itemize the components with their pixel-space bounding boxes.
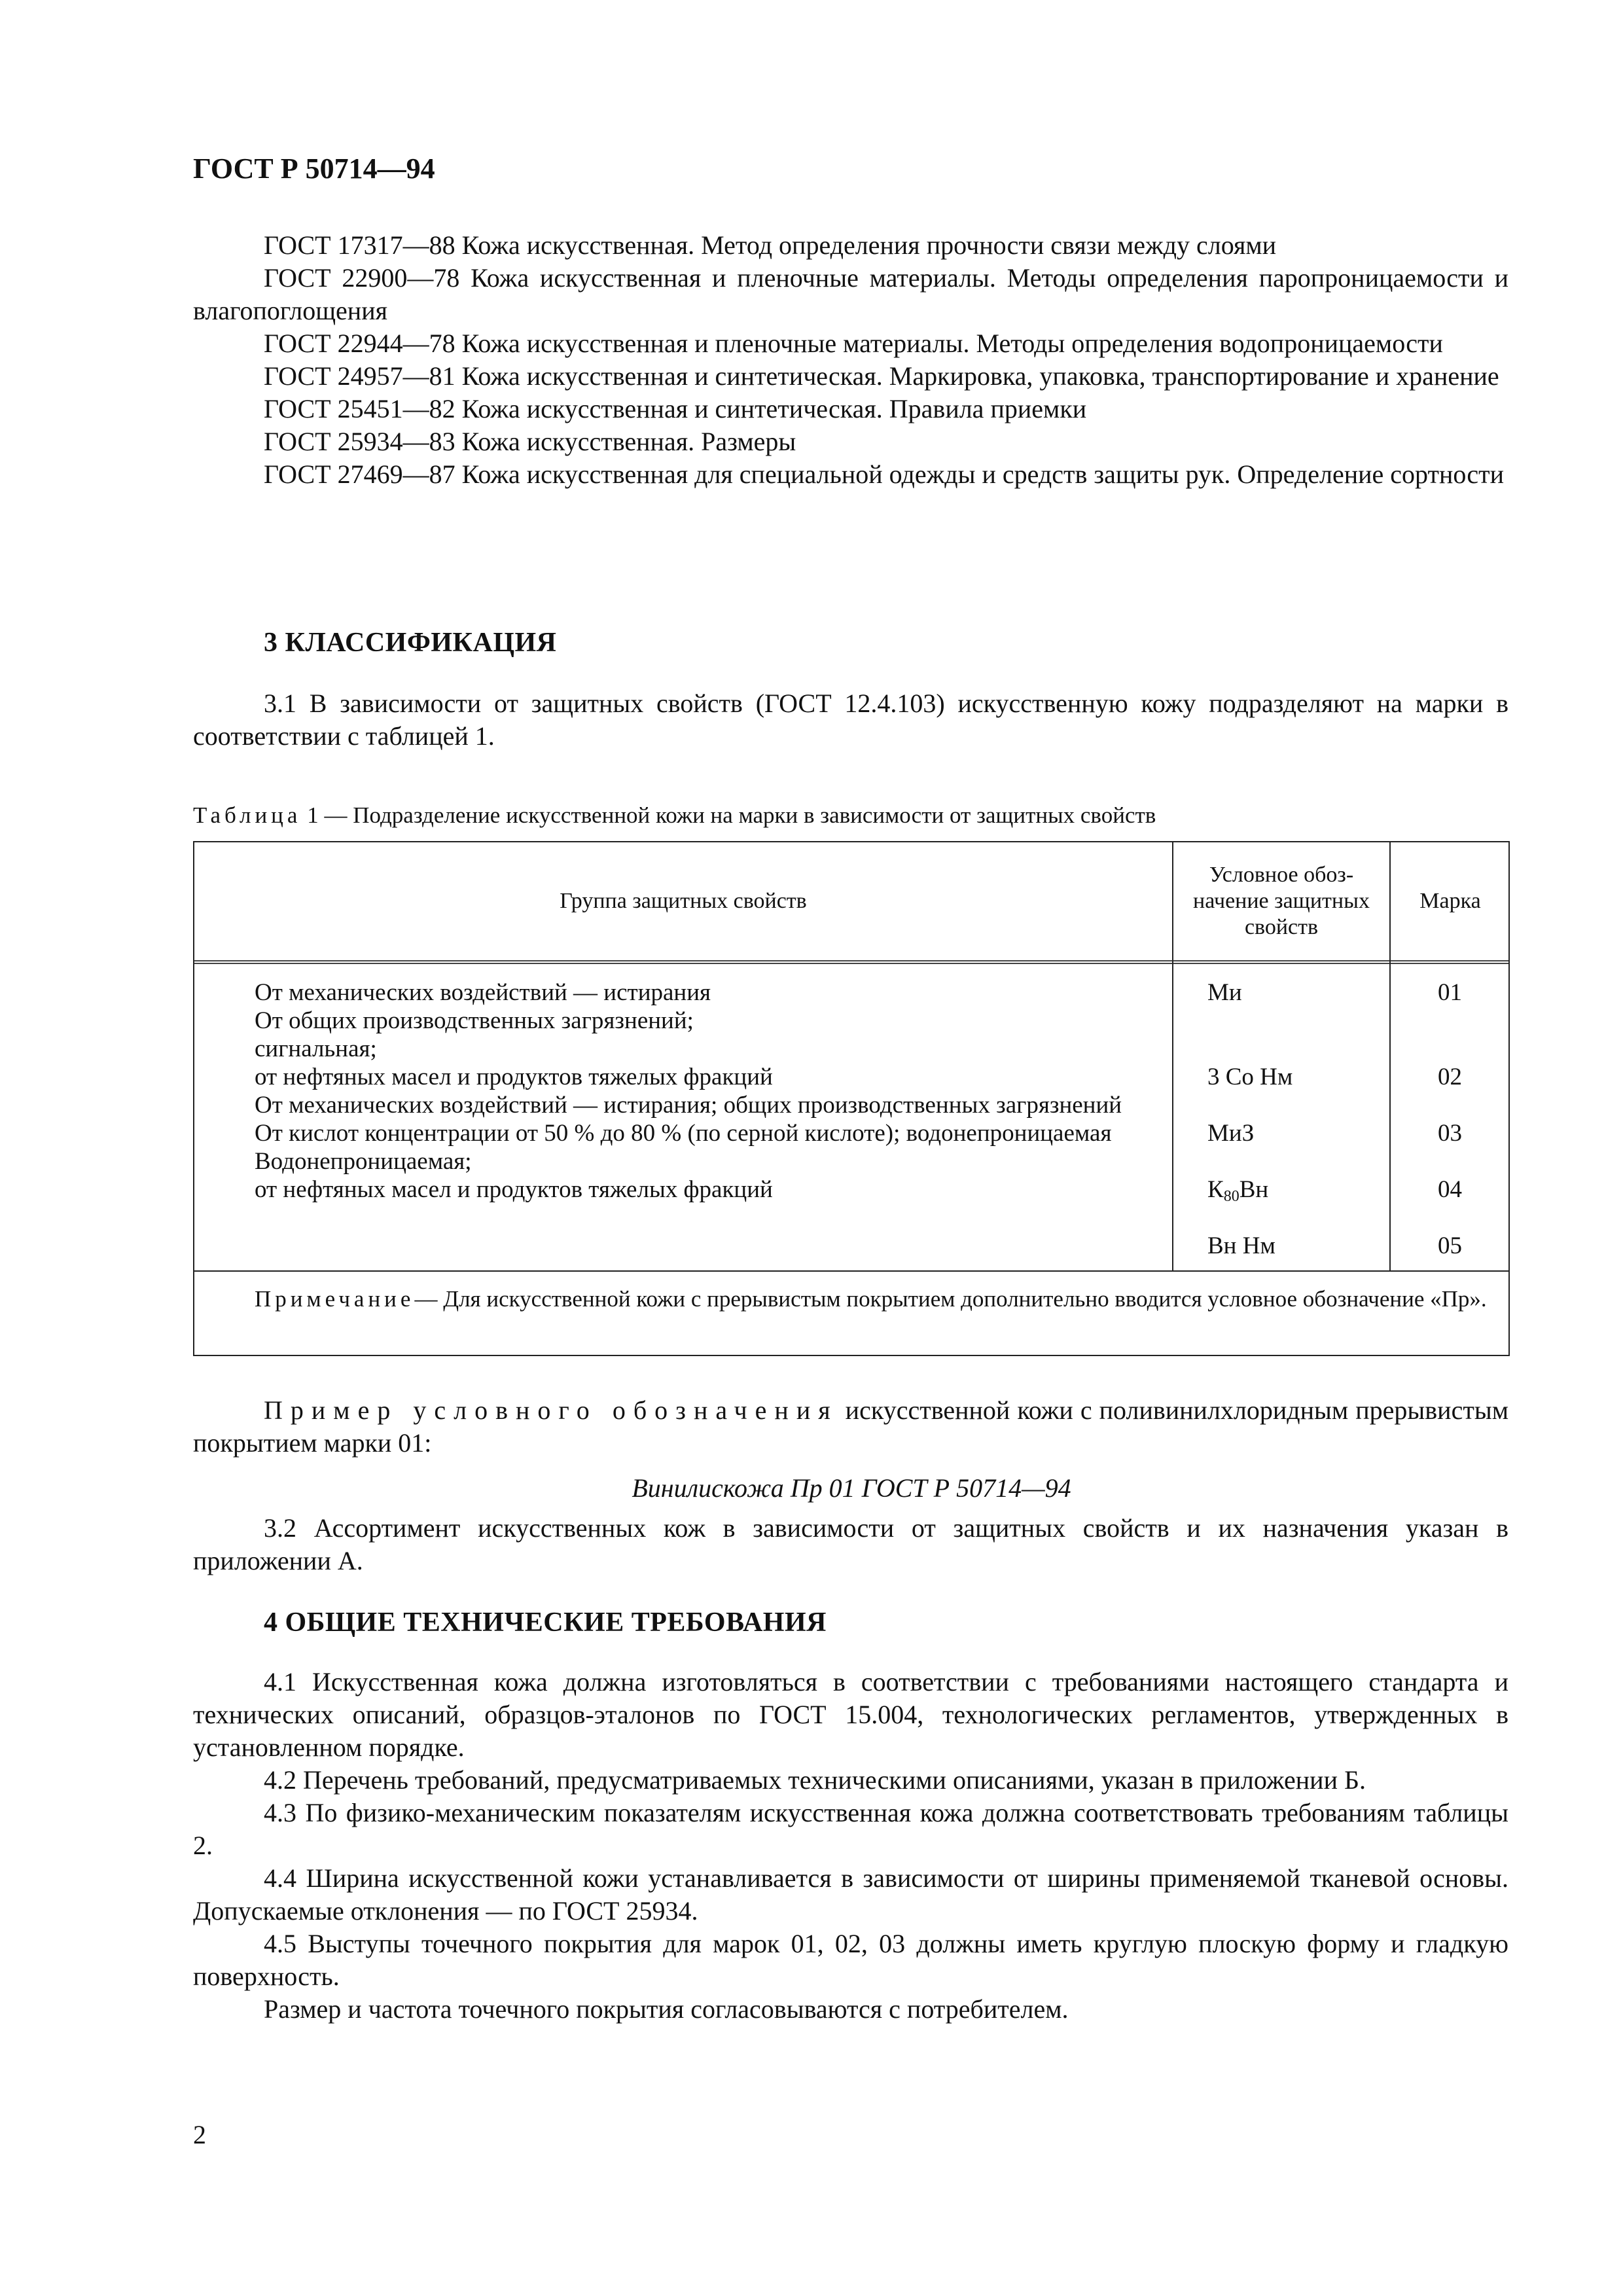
reference-code: ГОСТ 22900—78 xyxy=(264,263,460,293)
references-list xyxy=(193,229,1508,491)
group-text: сигнальная; xyxy=(255,1035,377,1062)
designation-cell: 3 Со Нм xyxy=(1207,1064,1293,1090)
designation-cell xyxy=(1207,1175,1268,1211)
table-note xyxy=(194,1270,1508,1313)
group-text: от нефтяных масел и продуктов тяжелых фракций xyxy=(255,1064,773,1090)
paragraph-4-5-addendum: Размер и частота точечного покрытия согласовываются с потребителем. xyxy=(264,1994,1069,2024)
header-designation: Условное обозначение защитных свойств xyxy=(1193,863,1370,939)
reference-text: Кожа искусственная и пленочные материалы. Методы определения водопроницаемости xyxy=(461,329,1443,358)
reference-text: Кожа искусственная и синтетическая. Маркировка, упаковка, транспортирование и хранение xyxy=(461,361,1499,391)
reference-item xyxy=(193,327,1508,360)
note-label: Примечание xyxy=(255,1286,415,1312)
reference-text: Кожа искусственная и пленочные материалы. Методы определения паропроницаемости и влагопоглощения xyxy=(193,263,1509,325)
page-number: 2 xyxy=(193,2120,206,2149)
designation-cell: Вн Нм xyxy=(1207,1232,1275,1259)
example-paragraph xyxy=(193,1394,1508,1460)
group-text: От механических воздействий — истирания xyxy=(255,979,711,1006)
reference-code: ГОСТ 25934—83 xyxy=(264,427,455,456)
group-text: от нефтяных масел и продуктов тяжелых фракций xyxy=(255,1176,773,1203)
designation-cell: МиЗ xyxy=(1207,1120,1255,1147)
mark-cell: 02 xyxy=(1438,1064,1462,1090)
group-text: Водонепроницаемая; xyxy=(255,1148,472,1175)
designation-cell: Ми xyxy=(1207,979,1242,1006)
table-1-caption xyxy=(193,802,1156,829)
reference-code: ГОСТ 25451—82 xyxy=(264,394,455,423)
example-label: Пример условного обозначения xyxy=(264,1395,838,1425)
header-protective-group: Группа защитных свойств xyxy=(560,889,807,913)
mark-cell: 03 xyxy=(1438,1120,1462,1147)
reference-code: ГОСТ 24957—81 xyxy=(264,361,455,391)
reference-item xyxy=(193,360,1508,393)
reference-text: Кожа искусственная для специальной одежды и средств защиты рук. Определение сортности xyxy=(461,459,1505,489)
reference-text: Кожа искусственная. Метод определения прочности связи между слоями xyxy=(461,230,1277,260)
group-text: От кислот концентрации от 50 % до 80 % (по серной кислоте); водонепроницаемая xyxy=(255,1120,1112,1147)
reference-code: ГОСТ 27469—87 xyxy=(264,459,455,489)
table-1 xyxy=(193,841,1510,1356)
paragraph-4-4: 4.4 Ширина искусственной кожи устанавливается в зависимости от ширины применяемой тканевой основы. Допускаемые отклонения — по ГОСТ 25934. xyxy=(193,1863,1508,1926)
reference-item xyxy=(193,393,1508,425)
paragraph-4-2: 4.2 Перечень требований, предусматриваемых техническими описаниями, указан в приложении Б. xyxy=(264,1765,1366,1795)
mark-cell: 01 xyxy=(1438,979,1462,1006)
section-3-paragraph xyxy=(193,687,1508,753)
table-caption-label: Таблица xyxy=(193,802,302,828)
document-header: ГОСТ Р 50714—94 xyxy=(193,152,435,185)
header-mark: Марка xyxy=(1419,889,1481,913)
designation-tail: Вн xyxy=(1239,1176,1269,1203)
paragraph-3-2: 3.2 Ассортимент искусственных кож в зависимости от защитных свойств и их назначения указан в приложении А. xyxy=(193,1513,1508,1575)
reference-code: ГОСТ 22944—78 xyxy=(264,329,455,358)
note-text: — Для искусственной кожи с прерывистым покрытием дополнительно вводится условное обозначение «Пр». xyxy=(414,1286,1487,1312)
reference-item xyxy=(193,425,1508,458)
group-text: От общих производственных загрязнений; xyxy=(255,1007,694,1034)
table-body-groups xyxy=(209,978,1341,1204)
example-text: искусственной кожи с поливинилхлоридным прерывистым покрытием марки 01: xyxy=(193,1395,1509,1458)
designation-main: К xyxy=(1207,1176,1224,1203)
reference-text: Кожа искусственная и синтетическая. Правила приемки xyxy=(461,394,1087,423)
reference-text: Кожа искусственная. Размеры xyxy=(461,427,796,456)
reference-item xyxy=(193,262,1508,327)
mark-cell: 05 xyxy=(1438,1232,1462,1259)
reference-item xyxy=(193,229,1508,262)
example-designation: Винилискожа Пр 01 ГОСТ Р 50714—94 xyxy=(632,1473,1071,1503)
paragraph-4-1: 4.1 Искусственная кожа должна изготовляться в соответствии с требованиями настоящего стандарта и технических описаний, образцов-эталонов по ГОСТ 15.004, технологических регламентов, утвержденных в установленном порядке. xyxy=(193,1667,1508,1762)
section-4-body xyxy=(193,1666,1508,2026)
table-caption-text: 1 — Подразделение искусственной кожи на марки в зависимости от защитных свойств xyxy=(307,802,1156,828)
mark-cell: 04 xyxy=(1438,1176,1462,1203)
section-4-title: 4 ОБЩИЕ ТЕХНИЧЕСКИЕ ТРЕБОВАНИЯ xyxy=(264,1607,827,1638)
paragraph-4-3: 4.3 По физико-механическим показателям искусственная кожа должна соответствовать требованиям таблицы 2. xyxy=(193,1798,1508,1860)
section-3-title: 3 КЛАССИФИКАЦИЯ xyxy=(264,628,557,658)
group-text: От механических воздействий — истирания; общих производственных загрязнений xyxy=(255,1092,1122,1119)
reference-item xyxy=(193,458,1508,491)
section-3-paragraph xyxy=(193,1512,1508,1577)
designation-subscript: 80 xyxy=(1223,1188,1240,1205)
paragraph-4-5: 4.5 Выступы точечного покрытия для марок 01, 02, 03 должны иметь круглую плоскую форму и гладкую поверхность. xyxy=(193,1929,1508,1991)
paragraph-3-1: 3.1 В зависимости от защитных свойств (ГОСТ 12.4.103) искусственную кожу подразделяют на марки в соответствии с таблицей 1. xyxy=(193,689,1508,751)
reference-code: ГОСТ 17317—88 xyxy=(264,230,455,260)
